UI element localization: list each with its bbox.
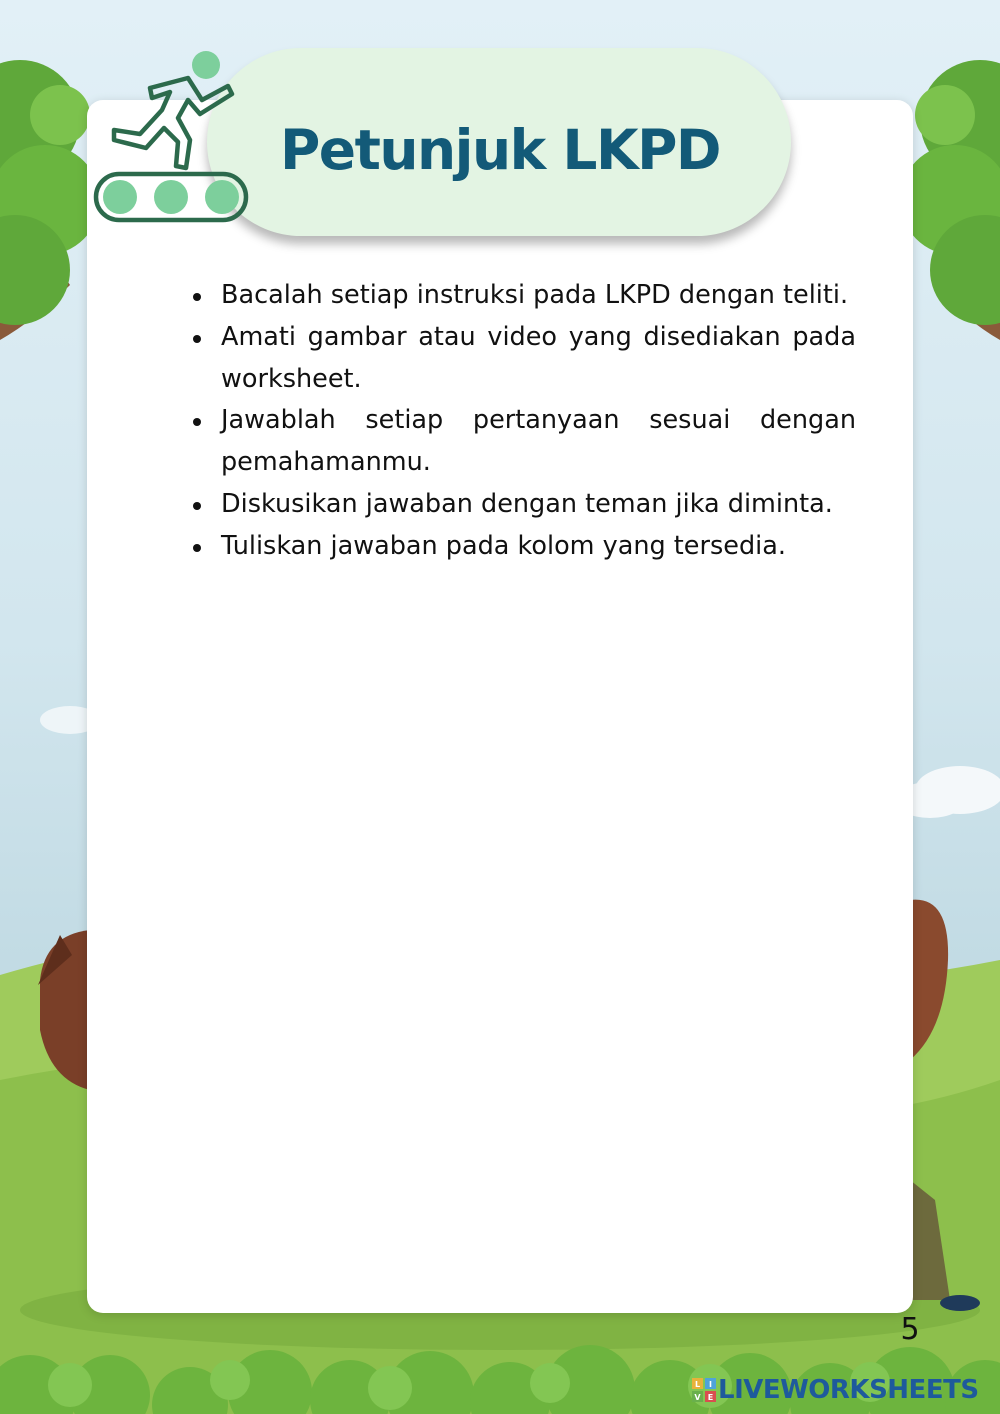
tree-left <box>0 60 100 340</box>
page-title: Petunjuk LKPD <box>279 118 721 182</box>
logo-letter: L <box>694 1380 701 1389</box>
logo-letter: I <box>709 1380 712 1389</box>
watermark-text: LIVEWORKSHEETS <box>718 1375 979 1405</box>
tree-right <box>900 60 1000 340</box>
instruction-list <box>221 275 856 568</box>
logo-letter: V <box>694 1393 701 1402</box>
instruction-item: Tuliskan jawaban pada kolom yang tersedia. <box>221 526 856 568</box>
page-number: 5 <box>900 1312 920 1347</box>
treadmill-runner-icon <box>90 48 250 228</box>
liveworksheets-logo-icon <box>692 1378 716 1402</box>
instruction-item: Diskusikan jawaban dengan teman jika diminta. <box>221 484 856 526</box>
instruction-item: Bacalah setiap instruksi pada LKPD dengan teliti. <box>221 275 856 317</box>
instruction-item: Jawablah setiap pertanyaan sesuai dengan pemahamanmu. <box>221 400 856 484</box>
logo-letter: E <box>707 1393 714 1402</box>
liveworksheets-watermark[interactable] <box>692 1372 979 1408</box>
instruction-item: Amati gambar atau video yang disediakan pada worksheet. <box>221 317 856 401</box>
